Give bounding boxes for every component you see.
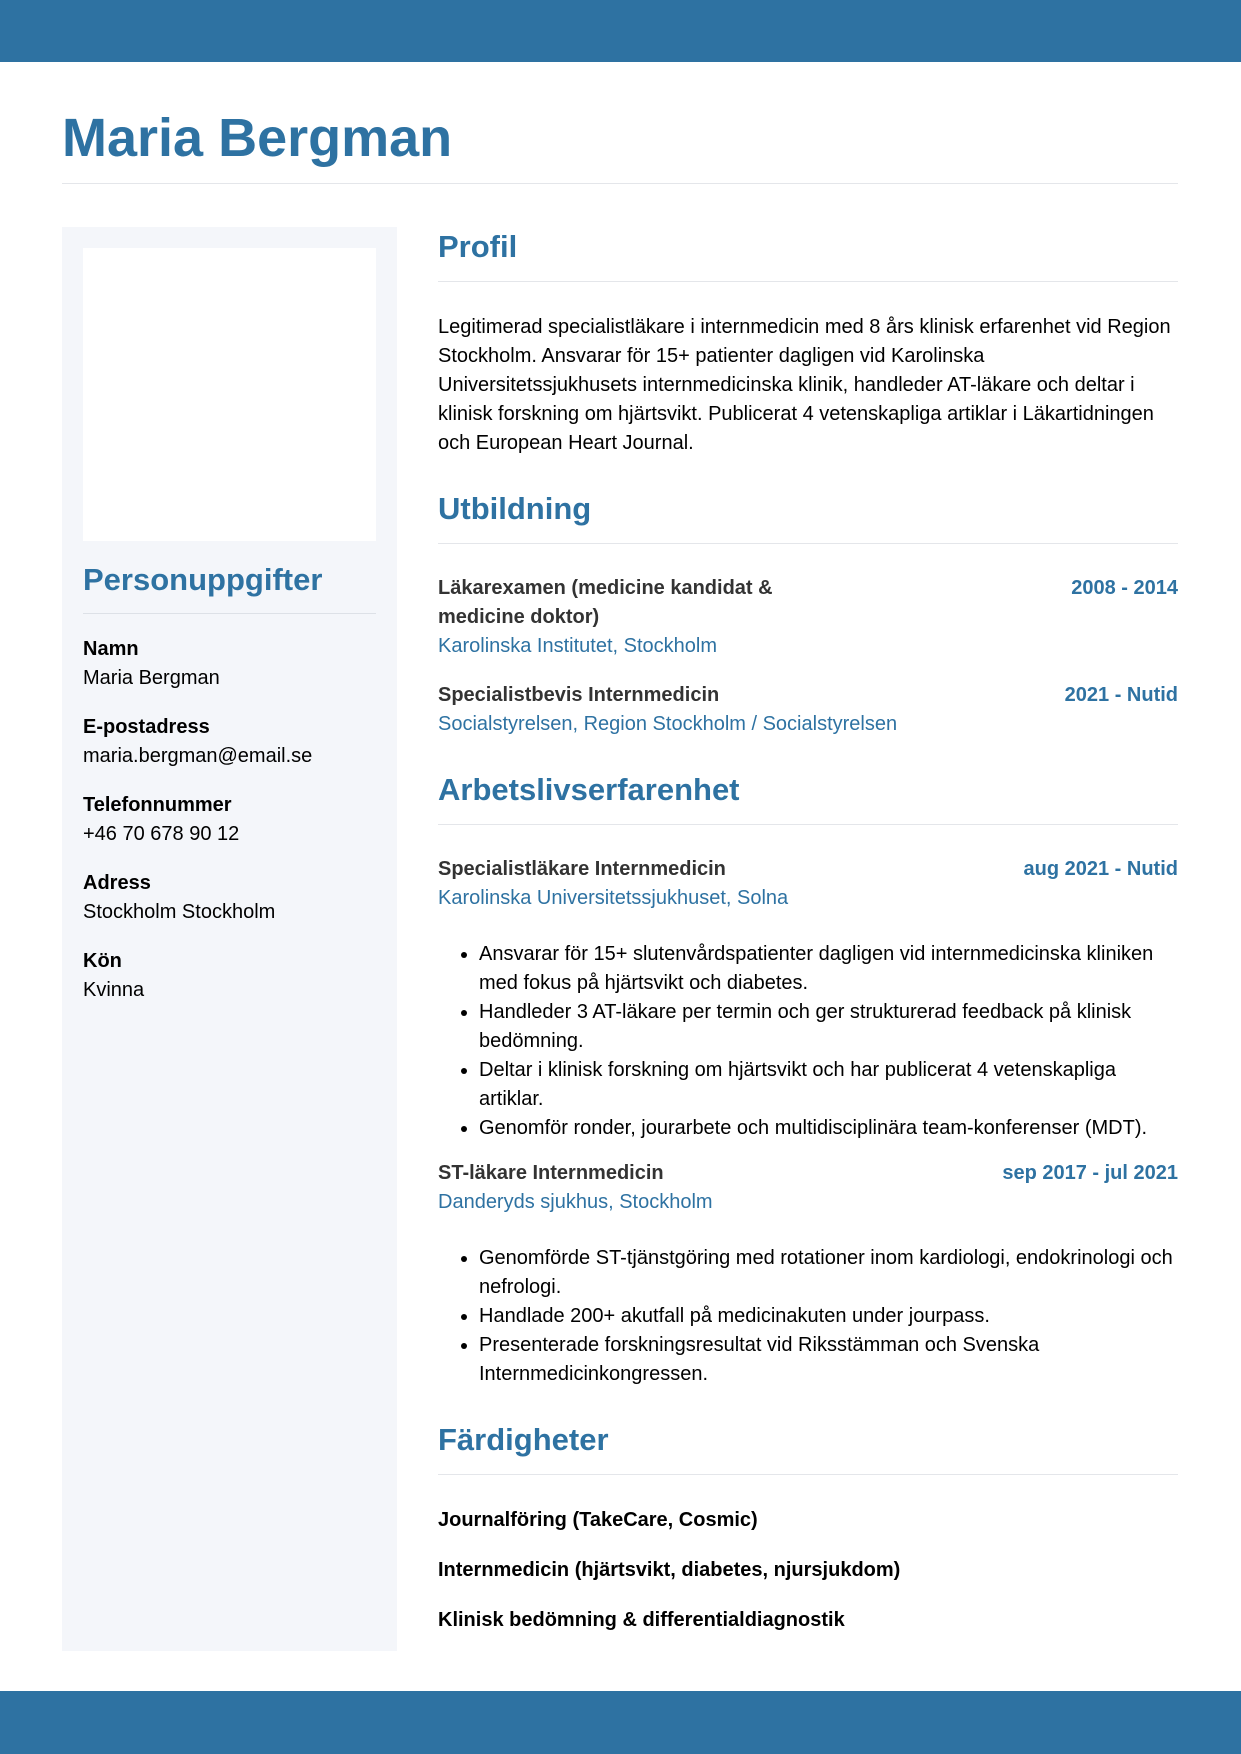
entry-date: aug 2021 - Nutid [1023,858,1178,880]
bullet-item: • Genomför ronder, jourarbete och multidisciplinära team-konferenser (MDT). [479,1114,1178,1143]
profile-text: Legitimerad specialistläkare i internmedicin med 8 års klinisk erfarenhet vid Region Stockholm. Ansvarar för 15+ patienter dagligen vid Karolinska Universitetssjukhusets internmedicinska klinik, handleder AT-läkare och deltar i klinisk forskning om hjärtsvikt. Publicerat 4 vetenskapliga artiklar i Läkartidningen och European Heart Journal. [438,316,1171,454]
field-label: Namn [83,638,139,660]
field-label: Kön [83,950,122,972]
field-value: Stockholm Stockholm [83,901,276,923]
candidate-name: Maria Bergman [62,108,453,168]
skill-item: Journalföring (TakeCare, Cosmic) [438,1509,758,1531]
skill-item: Klinisk bedömning & differentialdiagnostik [438,1609,845,1631]
entry-title: Läkarexamen (medicine kandidat & medicine doktor) [438,577,773,628]
entry-title: ST-läkare Internmedicin [438,1162,664,1184]
section-title: Utbildning [438,491,592,526]
education-entry [438,574,1178,661]
profile-section [438,227,1178,458]
bullet-item: • Genomförde ST-tjänstgöring med rotationer inom kardiologi, endokrinologi och nefrologi. [479,1244,1178,1302]
personal-info-title: Personuppgifter [83,562,323,597]
experience-entry [438,855,1178,1143]
entry-date: 2008 - 2014 [1071,577,1178,599]
experience-bullets [438,1244,1178,1389]
field-label: Telefonnummer [83,794,232,816]
section-divider [438,824,1178,825]
field-value: +46 70 678 90 12 [83,823,240,845]
personal-info-sidebar [62,227,397,1651]
bullet-item: • Deltar i klinisk forskning om hjärtsvikt och har publicerat 4 vetenskapliga artiklar. [479,1056,1178,1114]
personal-info-divider [83,613,376,614]
entry-organization: Karolinska Institutet, Stockholm [438,635,718,657]
experience-entry [438,1159,1178,1389]
field-label: Adress [83,872,151,894]
field-email [83,713,376,771]
bullet-item: • Handlade 200+ akutfall på medicinakuten under jourpass. [479,1302,1178,1331]
field-phone [83,791,376,849]
education-entry [438,681,1178,739]
photo-placeholder [83,248,376,541]
entry-title: Specialistbevis Internmedicin [438,684,720,706]
section-divider [438,543,1178,544]
personal-info-fields [83,635,376,1025]
field-label: E-postadress [83,716,210,738]
name-divider [62,183,1178,184]
footer-bar [0,1691,1241,1754]
header-bar [0,0,1241,62]
education-section [438,489,1178,739]
entry-organization: Socialstyrelsen, Region Stockholm / Socialstyrelsen [438,713,898,735]
bullet-item: • Ansvarar för 15+ slutenvårdspatienter dagligen vid internmedicinska kliniken med fokus på hjärtsvikt och diabetes. [479,940,1178,998]
section-title: Arbetslivserfarenhet [438,772,740,807]
skills-section [438,1420,1178,1635]
field-gender [83,947,376,1005]
entry-title: Specialistläkare Internmedicin [438,858,726,880]
section-title: Profil [438,229,518,264]
field-name [83,635,376,693]
section-divider [438,1474,1178,1475]
field-value: maria.bergman@email.se [83,745,313,767]
entry-date: sep 2017 - jul 2021 [1002,1162,1178,1184]
section-title: Färdigheter [438,1422,609,1457]
bullet-item: • Presenterade forskningsresultat vid Riksstämman och Svenska Internmedicinkongressen. [479,1331,1178,1389]
bullet-item: • Handleder 3 AT-läkare per termin och ger strukturerad feedback på klinisk bedömning. [479,998,1178,1056]
field-address [83,869,376,927]
skill-item: Internmedicin (hjärtsvikt, diabetes, njursjukdom) [438,1559,901,1581]
entry-date: 2021 - Nutid [1064,684,1178,706]
main-content [438,227,1178,1635]
entry-organization: Danderyds sjukhus, Stockholm [438,1191,713,1213]
section-divider [438,281,1178,282]
experience-section [438,770,1178,1389]
field-value: Maria Bergman [83,667,220,689]
experience-bullets [438,940,1178,1143]
entry-organization: Karolinska Universitetssjukhuset, Solna [438,887,789,909]
field-value: Kvinna [83,979,145,1001]
